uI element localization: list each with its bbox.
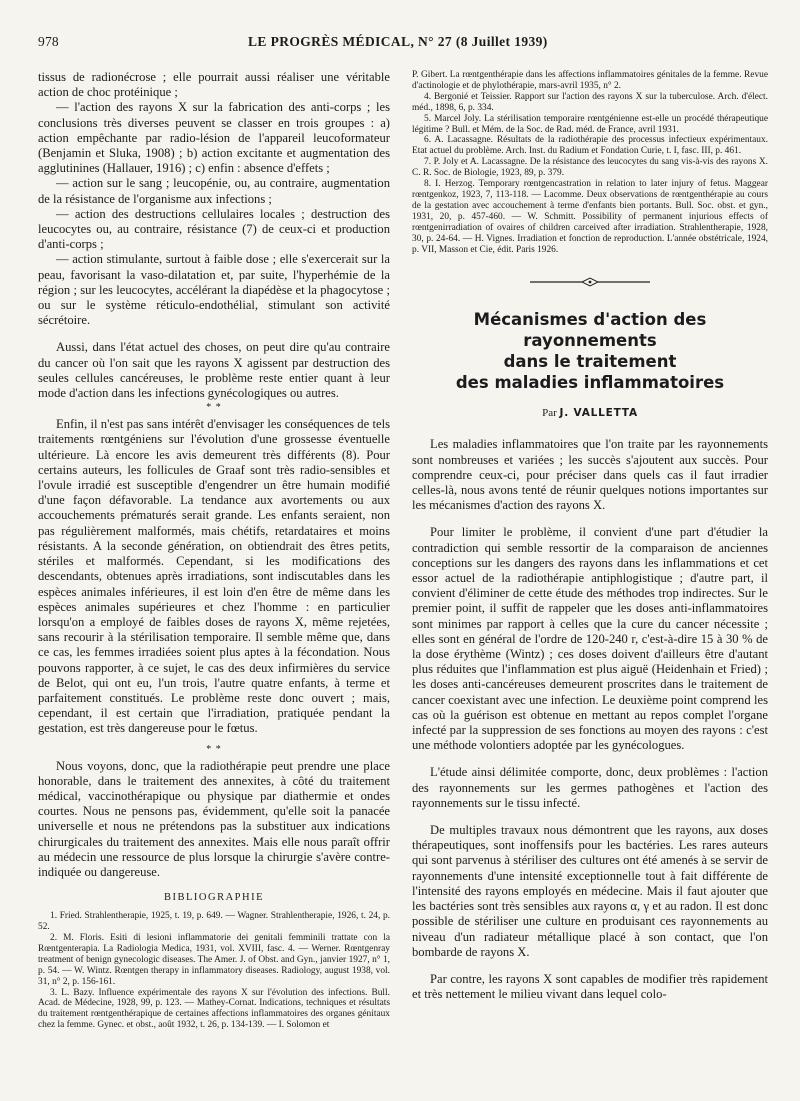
journal-title: LE PROGRÈS MÉDICAL, N° 27 (8 Juillet 1939)	[248, 34, 548, 49]
byline-prefix: Par	[542, 407, 557, 420]
byline	[412, 407, 768, 419]
author-name: J. VALLETTA	[559, 407, 638, 420]
paragraph: tissus de radionécrose ; elle pourrait aussi réaliser une véritable action de choc protéinique ;	[38, 70, 390, 100]
article-title	[412, 309, 768, 393]
ornament-divider	[412, 277, 768, 287]
bibliography-entry: 1. Fried. Strahlentherapie, 1925, t. 19, p. 649. — Wagner. Strahlentherapie, 1926, t. 24, p. 52.	[38, 911, 390, 933]
page-header	[38, 34, 768, 56]
paragraph: Pour limiter le problème, il convient d'une part d'étudier la contradiction qui semble ressortir de la comparaison de anciennes conceptions sur les dangers des rayons dans les inflammations et cet essor actuel de la radiothérapie antiphlogistique ; d'autre part, il convient d'éliminer de cette étude des méthodes trop indirectes. Sur le premier point, il suffit de rappeler que les doses anti-inflammatoires sont minimes par rapport à celles que la cure du cancer nécessite ; elles sont en général de l'ordre de 120-240 r, c'est-à-dire 15 à 30 % de la dose érythème (Wintz) ; ces doses doivent d'ailleurs être d'autant plus réduites que l'inflammation est plus aiguë (Heidenhain et Fried) ; les doses anti-cancéreuses demeurent proscrites dans le traitement de cancer coexistant avec une infection. Le deuxième point comprend les cas où la guérison est obtenue en mettant au repos complet l'organe infecté par la suppression de ses fonctions au moyen des rayons : c'est une méthode volontiers adoptée par les gynécologues.	[412, 525, 768, 753]
bibliography-entry: P. Gibert. La rœntgenthérapie dans les affections inflammatoires génitales de la femme. Revue d'actinologie et de phylothérapie, mars-avril 1935, n° 2.	[412, 70, 768, 91]
article-title-line: des maladies inflammatoires	[455, 373, 725, 393]
paragraph: — action sur le sang ; leucopénie, ou, au contraire, augmentation de la résistance de l'organisme aux infections ;	[38, 176, 390, 206]
section-stars: * *	[206, 402, 222, 414]
page-number: 978	[38, 34, 59, 49]
left-column	[38, 70, 390, 1031]
paragraph: Aussi, dans l'état actuel des choses, on peut dire qu'au contraire du cancer où l'on sait que les rayons X agissent par destruction des seules cellules cancéreuses, le problème reste entier quant à leur mode d'action dans les infections gynécologiques ou autres.	[38, 340, 390, 401]
bibliography-entry: 7. P. Joly et A. Lacassagne. De la résistance des leucocytes du sang vis-à-vis des rayons X. C. R. Soc. de Biologie, 1923, 89, p. 379.	[412, 157, 768, 179]
bibliography-entry: 3. L. Bazy. Influence expérimentale des rayons X sur l'évolution des infections. Bull. Acad. de Médecine, 1928, 99, p. 123. — Mathey-Cornat. Indications, techniques et résultats du traitement rœntgenthérapique de certaines affections inflammatoires des organes génitaux chez la femme. Gynec. et obst., août 1932, t. 26, p. 134-139. — I. Solomon et	[38, 987, 390, 1031]
bibliography-entry: 8. I. Herzog. Temporary rœntgencastration in relation to later injury of fetus. Maggear rœntgenkoz, 1923, 7, 113-118. — Lacomme. Deux observations de rœntgenthérapie au cours de la gestation avec accouchement à terme d'enfants bien portants. Bull. Soc. obst. et gyn., 1931, 20, p. 457-460. — W. Schmitt. Possibility of permanent injurious effects of rœntgenirradiation of ovaires of children carceived after irradiation. Strahlentherapie, 1928, 30, p. 24-64. — H. Vignes. Irradiation et fonction de reproduction. L'année obstétricale, 1924, p. VII, Masson et Cie, édit. Paris 1926.	[412, 179, 768, 255]
paragraph: — l'action des rayons X sur la fabrication des anti-corps ; les conclusions très diverses peuvent se classer en trois groupes : a) action empêchante par radio-lésion de l'appareil leucoformateur (Benjamin et Sluka, 1908) ; b) action excitante et augmentation des agglutinines (Hallauer, 1916) ; c) enfin : absence d'effets ;	[38, 100, 390, 176]
paragraph: Par contre, les rayons X sont capables de modifier très rapidement et très nettement le milieu vivant dans lequel colo-	[412, 971, 768, 1002]
paragraph: L'étude ainsi délimitée comporte, donc, deux problèmes : l'action des rayonnements sur les germes pathogènes et l'action des rayonnements sur le tissu infecté.	[412, 765, 768, 810]
bibliography-entry: 5. Marcel Joly. La stérilisation temporaire rœntgénienne est-elle un procédé thérapeutique légitime ? Bull. et Mém. de la Soc. de Rad. méd. de France, avril 1931.	[412, 113, 768, 135]
bibliography-title: BIBLIOGRAPHIE	[164, 892, 264, 904]
paragraph: Nous voyons, donc, que la radiothérapie peut prendre une place honorable, dans le traitement des annexites, à côté du traitement médical, vaccinothérapique ou physique par diathermie et ondes courtes. Nous ne pensons pas, évidemment, qu'elle soit la panacée universelle et nous ne prétendons pas la substituer aux indications chirurgicales du traitement des annexites. Mais elle nous paraît offrir au médecin une ressource de plus lorsque la chirurgie s'avère contre-indiquée ou dangereuse.	[38, 758, 390, 879]
bibliography-entry: 6. A. Lacassagne. Résultats de la radiothérapie des processus infectieux expérimentaux. Etat actuel du problème. Arch. Inst. du Radium et Fondation Curie, t. I, fasc. III, p. 461.	[412, 135, 768, 157]
paragraph: De multiples travaux nous démontrent que les rayons, aux doses thérapeutiques, sont inoffensifs pour les bactéries. Les rares auteurs qui sont parvenus à stériliser des cultures ont été amenés à se servir de rayonnements d'une intensité exceptionnelle tout à fait différente de l'intensité des rayons employés en médecine. Mais il faut ajouter que les bactéries sont très sensibles aux rayons α, γ et au radon. Il est donc possible de stériliser une culture en produisant ces rayonnements au niveau d'un radiateur métallique placé à son contact, que l'on bombarde de rayons X.	[412, 823, 768, 959]
paragraph: — action stimulante, surtout à faible dose ; elle s'exercerait sur la peau, favorisant la vaso-dilatation et, par suite, l'hyperhémie de la région ; sur les leucocytes, accélérant la diapédèse et la phagocytose ; ou sur le système réticulo-endothélial, stimulant son activité sécrétoire.	[38, 252, 390, 328]
paragraph: Enfin, il n'est pas sans intérêt d'envisager les conséquences de tels traitements rœntgéniens sur l'évolution d'une grossesse éventuelle ultérieure. Là encore les avis demeurent très différents (8). Pour certains auteurs, les follicules de Graaf sont très radio-sensibles et l'ovule irradié est susceptible d'engendrer un être humain modifié d'une façon défavorable. La tendance aux avortements ou aux accouchements prématurés serait grande. Les enfants seraient, non pas régulièrement malformés, mais chétifs, retardataires et moins résistants. A la seconde génération, on obtiendrait des êtres petits, stériles et malformés. Cependant, si les modifications des descendants, obtenues après irradiations, sont indiscutables dans les espèces animales inférieures, il est loin d'en être de même dans les espèces animales supérieures et chez l'homme : en particulier lorsqu'on a employé de faibles doses de rayons X, même rejetées, sans recourir à la stérilisation temporaire. Il semble même que, dans ce cas, les femmes irradiées soient plus aptes à la fécondation. Nous pouvons rapporter, à ce sujet, le cas des deux infirmières du service de Belot, qui ont eu, l'un trois, l'autre quatre enfants, à terme et parfaitement constitués. Le problème reste donc ouvert ; mais, cependant, il est certain que l'irradiation, pratiquée pendant la gestation, est très dangereuse pour le fœtus.	[38, 417, 390, 736]
article-title-line: dans le traitement	[503, 352, 677, 372]
paragraph: — action des destructions cellulaires locales ; destruction des leucocytes ou, au contraire, résistance (7) de ceux-ci et production d'anti-corps ;	[38, 206, 390, 252]
section-stars: * *	[206, 743, 222, 755]
bibliography-entry: 4. Bergonié et Teissier. Rapport sur l'action des rayons X sur la tuberculose. Arch. d'élect. méd., 1898, 6, p. 334.	[412, 91, 768, 113]
right-column	[412, 70, 768, 1002]
ornament-icon	[530, 277, 650, 287]
paragraph: Les maladies inflammatoires que l'on traite par les rayonnements sont nombreuses et variées ; les succès s'ajoutent aux succès. Pour comprendre ceux-ci, pour préciser dans quels cas il faut irradier celles-là, nous avons tenté de réunir quelques notions importantes sur les mécanismes d'action des rayons X.	[412, 437, 768, 513]
bibliography	[38, 911, 390, 1031]
bibliography-entry: 2. M. Floris. Esiti di lesioni inflammatorie dei genitali femminili trattate con la Rœntgenterapia. La Radiologia Medica, 1931, vol. XVIII, fasc. 4. — Werner. Rœntgenray treatment of benign gynecologic diseases. The Amer. J. of Obst. and Gyn., janvier 1927, n° 1, p. 54. — W. Wintz. Rœntgen therapy in inflammatory diseases. Radiology, august 1938, vol. 31, n° 2, p. 156-161.	[38, 932, 390, 987]
article-title-line: Mécanismes d'action des rayonnements	[473, 310, 707, 351]
bibliography-continued	[412, 70, 768, 255]
